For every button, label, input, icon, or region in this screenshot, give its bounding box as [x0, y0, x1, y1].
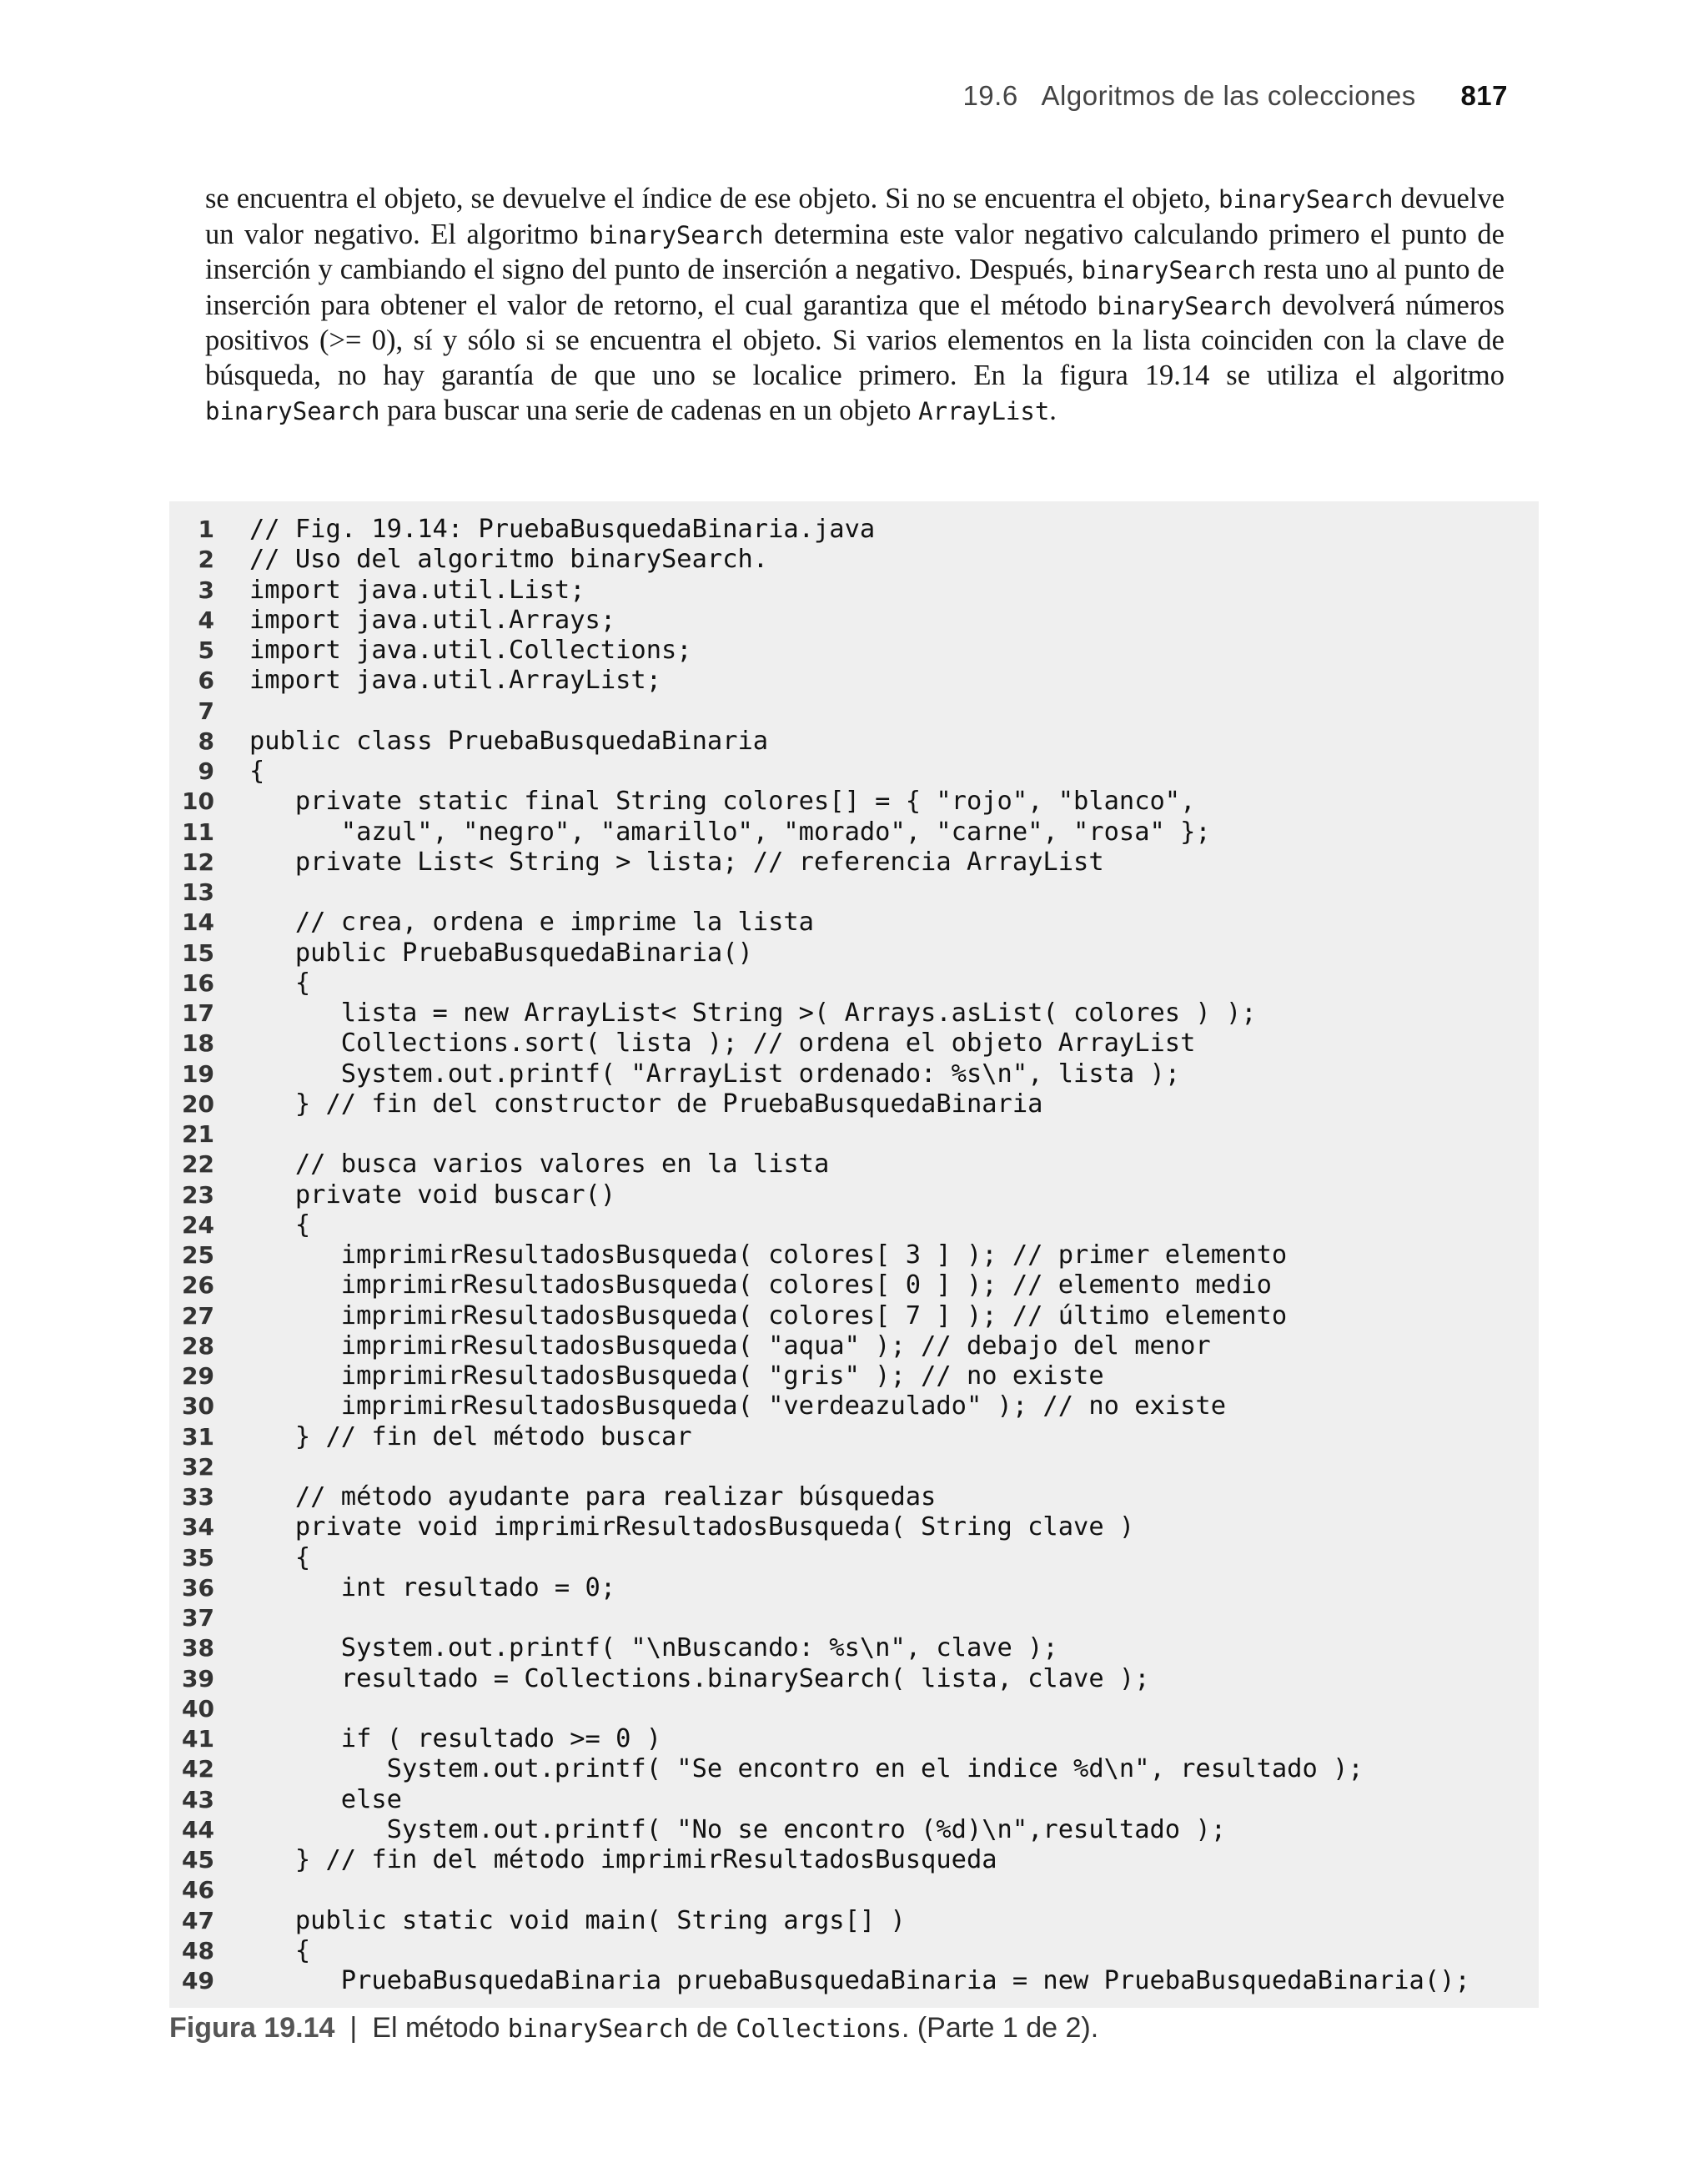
line-number: 47	[182, 1906, 214, 1934]
code-line	[169, 1573, 1539, 1603]
line-number: 10	[182, 787, 214, 816]
line-number: 44	[182, 1815, 214, 1844]
code-line	[169, 697, 1539, 727]
line-number: 48	[182, 1936, 214, 1964]
line-number: 9	[198, 757, 214, 785]
code-line	[169, 1089, 1539, 1119]
code-line	[169, 545, 1539, 575]
line-number: 8	[198, 727, 214, 755]
line-number: 18	[182, 1029, 214, 1058]
code-line	[169, 1815, 1539, 1845]
code-line	[169, 1059, 1539, 1089]
line-number: 21	[182, 1120, 214, 1148]
code-line	[169, 1936, 1539, 1966]
line-number: 19	[182, 1059, 214, 1088]
code-text: imprimirResultadosBusqueda( "aqua" ); // debajo del menor	[249, 1330, 1211, 1361]
line-number: 5	[198, 636, 214, 664]
code-text: "azul", "negro", "amarillo", "morado", "carne", "rosa" };	[249, 817, 1211, 847]
code-line	[169, 666, 1539, 696]
code-text: Collections.sort( lista ); // ordena el objeto ArrayList	[249, 1029, 1196, 1059]
code-line	[169, 878, 1539, 908]
code-line	[169, 606, 1539, 636]
code-line	[169, 1391, 1539, 1421]
paragraph-text-run: devuelve un valor negativo. El algoritmo	[205, 183, 1505, 250]
code-text: import java.util.Collections;	[249, 636, 692, 665]
code-line	[169, 1966, 1539, 1996]
code-line	[169, 1754, 1539, 1784]
code-text: // Fig. 19.14: PruebaBusquedaBinaria.java	[249, 515, 876, 544]
code-line	[169, 1543, 1539, 1573]
line-number: 6	[198, 666, 214, 695]
figure-caption	[169, 2012, 1098, 2045]
line-number: 11	[182, 817, 214, 846]
code-text: lista = new ArrayList< String >( Arrays.asList( colores ) );	[249, 998, 1257, 1028]
code-line	[169, 1512, 1539, 1542]
line-number: 43	[182, 1785, 214, 1813]
code-line	[169, 1482, 1539, 1512]
running-header	[962, 80, 1508, 112]
line-number: 32	[182, 1452, 214, 1481]
code-line	[169, 1785, 1539, 1815]
code-text: import java.util.List;	[249, 575, 585, 605]
paragraph-code-term: binarySearch	[1097, 291, 1273, 320]
code-line	[169, 1331, 1539, 1361]
code-text: // busca varios valores en la lista	[249, 1149, 830, 1180]
paragraph-text-run: para buscar una serie de cadenas en un objeto	[379, 394, 919, 426]
code-line	[169, 1119, 1539, 1149]
code-text: {	[249, 968, 311, 998]
code-text: System.out.printf( "No se encontro (%d)\n",resultado );	[249, 1814, 1226, 1844]
line-number: 13	[182, 878, 214, 906]
code-text: imprimirResultadosBusqueda( "verdeazulado" ); // no existe	[249, 1391, 1226, 1421]
code-text: if ( resultado >= 0 )	[249, 1724, 662, 1753]
caption-label: Figura 19.14	[169, 2012, 335, 2044]
code-text: // Uso del algoritmo binarySearch.	[249, 545, 769, 575]
code-text: else	[249, 1784, 402, 1814]
section-number: 19.6	[962, 80, 1018, 111]
paragraph-text-run: .	[1049, 394, 1057, 426]
paragraph-code-term: binarySearch	[1218, 185, 1394, 214]
code-line	[169, 848, 1539, 878]
line-number: 34	[182, 1513, 214, 1542]
line-number: 12	[182, 848, 214, 876]
line-number: 35	[182, 1543, 214, 1572]
line-number: 37	[182, 1604, 214, 1632]
code-line	[169, 1724, 1539, 1754]
code-text: imprimirResultadosBusqueda( "gris" ); // no existe	[249, 1361, 1104, 1391]
paragraph-code-term: ArrayList	[918, 396, 1050, 425]
code-line	[169, 968, 1539, 998]
line-number: 46	[182, 1876, 214, 1904]
line-number: 15	[182, 938, 214, 967]
code-line	[169, 1422, 1539, 1452]
code-text: import java.util.Arrays;	[249, 605, 616, 635]
code-line	[169, 1664, 1539, 1694]
code-text: } // fin del método buscar	[249, 1421, 692, 1451]
paragraph-code-term: binarySearch	[589, 220, 764, 249]
caption-text-run: . (Parte 1 de 2).	[901, 2012, 1099, 2044]
paragraph-text-run: devolverá números positivos (>= 0), sí y sólo si se encuentra el objeto. Si varios elementos en la lista coinciden con la clave de búsqueda, no hay garantía de que uno se localice primero. En la figura 19.14 se utiliza el algoritmo	[205, 289, 1505, 391]
code-line	[169, 515, 1539, 545]
code-line	[169, 727, 1539, 757]
line-number: 26	[182, 1271, 214, 1300]
code-line	[169, 1361, 1539, 1391]
code-line	[169, 1180, 1539, 1210]
code-line	[169, 817, 1539, 848]
line-number: 1	[198, 516, 214, 543]
code-line	[169, 1149, 1539, 1180]
body-paragraph	[205, 182, 1505, 429]
code-line	[169, 1270, 1539, 1300]
code-line	[169, 1845, 1539, 1875]
line-number: 20	[182, 1089, 214, 1118]
caption-text-run: de	[688, 2012, 736, 2044]
code-text: {	[249, 1210, 311, 1240]
caption-text-run: El método	[372, 2012, 508, 2044]
paragraph-text-run: se encuentra el objeto, se devuelve el índice de ese objeto. Si no se encuentra el objeto,	[205, 183, 1218, 214]
code-text: int resultado = 0;	[249, 1572, 616, 1602]
code-text: private List< String > lista; // referencia ArrayList	[249, 847, 1104, 877]
code-line	[169, 757, 1539, 787]
line-number: 30	[182, 1392, 214, 1421]
line-number: 14	[182, 908, 214, 937]
code-text: // crea, ordena e imprime la lista	[249, 908, 814, 938]
line-number: 22	[182, 1150, 214, 1179]
code-line	[169, 1906, 1539, 1936]
code-line	[169, 636, 1539, 666]
code-text: {	[249, 1935, 311, 1965]
code-listing	[169, 501, 1539, 2008]
code-text: {	[249, 757, 265, 786]
line-number: 16	[182, 968, 214, 997]
page-number: 817	[1460, 80, 1508, 111]
code-line	[169, 576, 1539, 606]
code-text: imprimirResultadosBusqueda( colores[ 7 ] ); // último elemento	[249, 1300, 1288, 1330]
code-text: System.out.printf( "\nBuscando: %s\n", clave );	[249, 1633, 1058, 1663]
code-text: public static void main( String args[] )	[249, 1905, 906, 1935]
code-line	[169, 1694, 1539, 1724]
code-text: {	[249, 1542, 311, 1572]
code-line	[169, 1603, 1539, 1633]
code-line	[169, 998, 1539, 1029]
code-text: // método ayudante para realizar búsquedas	[249, 1482, 937, 1512]
code-text: private static final String colores[] = { "rojo", "blanco",	[249, 787, 1196, 817]
code-text: imprimirResultadosBusqueda( colores[ 3 ] ); // primer elemento	[249, 1240, 1288, 1270]
line-number: 17	[182, 999, 214, 1027]
line-number: 24	[182, 1210, 214, 1239]
code-text: resultado = Collections.binarySearch( lista, clave );	[249, 1663, 1150, 1693]
line-number: 3	[198, 576, 214, 604]
code-text: System.out.printf( "Se encontro en el indice %d\n", resultado );	[249, 1754, 1364, 1784]
code-line	[169, 1875, 1539, 1905]
line-number: 28	[182, 1331, 214, 1360]
line-number: 25	[182, 1241, 214, 1269]
line-number: 40	[182, 1694, 214, 1723]
line-number: 7	[198, 697, 214, 725]
line-number: 38	[182, 1634, 214, 1662]
code-line	[169, 787, 1539, 817]
line-number: 45	[182, 1846, 214, 1874]
paragraph-code-term: binarySearch	[1081, 256, 1257, 285]
code-line	[169, 1452, 1539, 1482]
caption-code-term: Collections	[736, 2015, 902, 2044]
caption-code-term: binarySearch	[507, 2015, 689, 2044]
paragraph-text-run: resta uno al punto de inserción para obtener el valor de retorno, el cual garantiza que el método	[205, 254, 1505, 321]
line-number: 29	[182, 1362, 214, 1390]
line-number: 2	[198, 546, 214, 574]
code-text: imprimirResultadosBusqueda( colores[ 0 ] ); // elemento medio	[249, 1270, 1272, 1300]
line-number: 39	[182, 1664, 214, 1693]
line-number: 31	[182, 1422, 214, 1451]
code-text: import java.util.ArrayList;	[249, 666, 662, 696]
line-number: 33	[182, 1483, 214, 1511]
code-text: PruebaBusquedaBinaria pruebaBusquedaBinaria = new PruebaBusquedaBinaria();	[249, 1966, 1470, 1995]
line-number: 36	[182, 1573, 214, 1602]
line-number: 27	[182, 1301, 214, 1330]
code-line	[169, 1301, 1539, 1331]
code-line	[169, 1240, 1539, 1270]
caption-text	[372, 2012, 1098, 2044]
code-line	[169, 938, 1539, 968]
code-line	[169, 1029, 1539, 1059]
paragraph-text-run: determina este valor negativo calculando primero el punto de inserción y cambiando el signo del punto de inserción a negativo. Después,	[205, 218, 1505, 286]
paragraph-code-term: binarySearch	[205, 396, 380, 425]
code-text: private void buscar()	[249, 1180, 616, 1210]
line-number: 42	[182, 1755, 214, 1783]
code-text: } // fin del método imprimirResultadosBusqueda	[249, 1845, 997, 1874]
code-text: public PruebaBusquedaBinaria()	[249, 938, 753, 968]
code-text: System.out.printf( "ArrayList ordenado: %s\n", lista );	[249, 1059, 1181, 1089]
line-number: 49	[182, 1967, 214, 1994]
section-title: Algoritmos de las colecciones	[1041, 80, 1416, 111]
code-line	[169, 1210, 1539, 1240]
code-text: public class PruebaBusquedaBinaria	[249, 726, 769, 756]
code-text: } // fin del constructor de PruebaBusquedaBinaria	[249, 1089, 1043, 1119]
caption-separator: |	[349, 2012, 358, 2044]
code-line	[169, 1633, 1539, 1663]
code-text: private void imprimirResultadosBusqueda( String clave )	[249, 1512, 1135, 1542]
line-number: 23	[182, 1180, 214, 1209]
code-line	[169, 908, 1539, 938]
code-lines	[169, 515, 1539, 1996]
line-number: 41	[182, 1725, 214, 1753]
line-number: 4	[198, 606, 214, 634]
